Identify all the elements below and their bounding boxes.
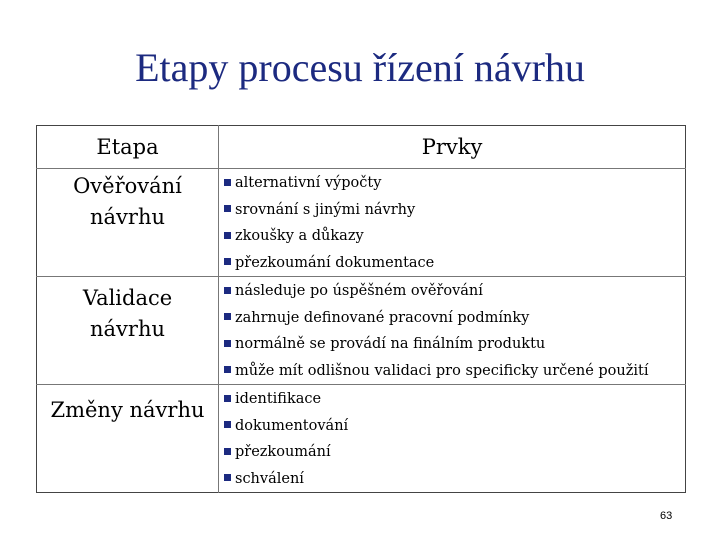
header-prvky: Prvky: [219, 126, 686, 169]
header-etapa: Etapa: [37, 126, 219, 169]
square-bullet-icon: [224, 395, 231, 402]
list-item: [224, 413, 685, 440]
list-item: [224, 278, 685, 305]
elements-list: [219, 385, 685, 492]
list-item-text: identifikace: [235, 391, 322, 407]
table-row: [37, 169, 686, 277]
square-bullet-icon: [224, 313, 231, 320]
square-bullet-icon: [224, 448, 231, 455]
square-bullet-icon: [224, 340, 231, 347]
elements-list: [219, 169, 685, 276]
page-number: 63: [660, 510, 673, 522]
list-item-text: zkoušky a důkazy: [235, 228, 364, 244]
list-item: [224, 250, 685, 277]
list-item-text: může mít odlišnou validaci pro specificky určené použití: [235, 362, 649, 379]
stage-cell: [37, 277, 219, 385]
list-item-text: následuje po úspěšném ověřování: [235, 283, 483, 299]
stage-label-line: Změny návrhu: [50, 398, 205, 422]
list-item: [224, 305, 685, 332]
square-bullet-icon: [224, 179, 231, 186]
stage-cell: [37, 169, 219, 277]
table-row: [37, 385, 686, 493]
list-item-text: zahrnuje definované pracovní podmínky: [235, 309, 530, 326]
list-item-text: schválení: [235, 470, 304, 487]
square-bullet-icon: [224, 474, 231, 481]
list-item: [224, 386, 685, 413]
list-item-text: srovnání s jinými návrhy: [235, 201, 416, 218]
table-row: [37, 277, 686, 385]
stage-label-line: návrhu: [90, 205, 165, 229]
elements-cell: [219, 277, 686, 385]
list-item-text: přezkoumání dokumentace: [235, 254, 435, 271]
list-item: [224, 466, 685, 493]
stage-cell: [37, 385, 219, 493]
list-item: [224, 439, 685, 466]
list-item: [224, 170, 685, 197]
elements-cell: [219, 385, 686, 493]
list-item-text: dokumentování: [235, 417, 349, 434]
list-item: [224, 358, 685, 385]
list-item-text: normálně se provádí na finálním produktu: [235, 336, 546, 352]
list-item: [224, 331, 685, 358]
table-header-row: [37, 126, 686, 169]
stages-table: [36, 125, 686, 493]
square-bullet-icon: [224, 205, 231, 212]
list-item: [224, 223, 685, 250]
list-item: [224, 197, 685, 224]
square-bullet-icon: [224, 366, 231, 373]
square-bullet-icon: [224, 232, 231, 239]
slide-title: Etapy procesu řízení návrhu: [135, 45, 585, 90]
stage-label-line: návrhu: [90, 317, 165, 341]
stage-label-line: Validace: [82, 286, 173, 310]
elements-list: [219, 277, 685, 384]
list-item-text: alternativní výpočty: [235, 175, 382, 191]
stage-label-line: Ověřování: [73, 174, 182, 198]
elements-cell: [219, 169, 686, 277]
square-bullet-icon: [224, 421, 231, 428]
square-bullet-icon: [224, 287, 231, 294]
square-bullet-icon: [224, 258, 231, 265]
list-item-text: přezkoumání: [235, 444, 331, 460]
